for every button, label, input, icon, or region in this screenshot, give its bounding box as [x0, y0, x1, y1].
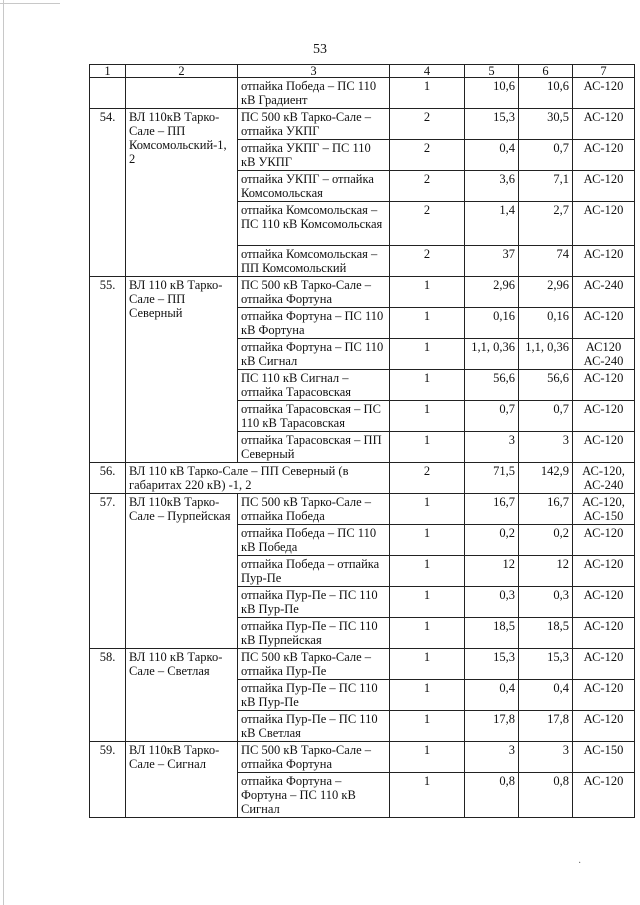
row-number: 55. — [90, 277, 126, 463]
route-length: 0,4 — [465, 140, 519, 171]
table-header — [90, 65, 635, 78]
circuit-length: 0,3 — [519, 587, 573, 618]
wire-brand: АС-240 — [573, 277, 635, 308]
circuit-count: 2 — [390, 463, 465, 494]
header-col-2: 2 — [126, 65, 238, 78]
section-name: отпайка Победа – ПС 110 кВ Градиент — [238, 78, 390, 109]
circuit-length: 1,1, 0,36 — [519, 339, 573, 370]
line-name: ВЛ 110кВ Тарко-Сале – ПП Комсомольский-1, 2 — [126, 109, 238, 277]
table-row — [90, 78, 635, 109]
circuit-length: 16,7 — [519, 494, 573, 525]
circuit-count: 1 — [390, 773, 465, 818]
circuit-count: 1 — [390, 742, 465, 773]
route-length: 2,96 — [465, 277, 519, 308]
circuit-count: 2 — [390, 140, 465, 171]
wire-brand: АС-120, АС-150 — [573, 494, 635, 525]
row-number: 54. — [90, 109, 126, 277]
route-length: 0,4 — [465, 680, 519, 711]
line-name: ВЛ 110 кВ Тарко-Сале – ПП Северный (в габаритах 220 кВ) -1, 2 — [126, 463, 390, 494]
circuit-length: 56,6 — [519, 370, 573, 401]
route-length: 0,16 — [465, 308, 519, 339]
header-col-7: 7 — [573, 65, 635, 78]
line-name — [126, 78, 238, 109]
scan-top-line — [0, 3, 60, 4]
route-length: 3,6 — [465, 171, 519, 202]
circuit-length: 142,9 — [519, 463, 573, 494]
wire-brand: АС-120 — [573, 140, 635, 171]
section-name: ПС 500 кВ Тарко-Сале – отпайка Пур-Пе — [238, 649, 390, 680]
section-name: отпайка Пур-Пе – ПС 110 кВ Светлая — [238, 711, 390, 742]
route-length: 71,5 — [465, 463, 519, 494]
scan-margin-line — [3, 0, 4, 905]
route-length: 15,3 — [465, 649, 519, 680]
table-row — [90, 277, 635, 308]
scan-speck: · — [578, 858, 582, 869]
wire-brand: АС-120 — [573, 773, 635, 818]
table-row — [90, 463, 635, 494]
route-length: 56,6 — [465, 370, 519, 401]
wire-brand: АС-120 — [573, 78, 635, 109]
wire-brand: АС-120 — [573, 308, 635, 339]
line-name: ВЛ 110 кВ Тарко-Сале – ПП Северный — [126, 277, 238, 463]
route-length: 17,8 — [465, 711, 519, 742]
route-length: 18,5 — [465, 618, 519, 649]
route-length: 37 — [465, 246, 519, 277]
circuit-length: 2,7 — [519, 202, 573, 246]
route-length: 3 — [465, 432, 519, 463]
wire-brand: АС-120 — [573, 556, 635, 587]
header-col-5: 5 — [465, 65, 519, 78]
line-name: ВЛ 110кВ Тарко-Сале – Сигнал — [126, 742, 238, 818]
circuit-count: 2 — [390, 202, 465, 246]
header-col-4: 4 — [390, 65, 465, 78]
wire-brand: АС-120 — [573, 401, 635, 432]
section-name: отпайка УКПГ – ПС 110 кВ УКПГ — [238, 140, 390, 171]
wire-brand: АС-120 — [573, 618, 635, 649]
circuit-count: 1 — [390, 432, 465, 463]
circuit-count: 1 — [390, 277, 465, 308]
circuit-length: 74 — [519, 246, 573, 277]
section-name: ПС 500 кВ Тарко-Сале – отпайка УКПГ — [238, 109, 390, 140]
line-name: ВЛ 110 кВ Тарко-Сале – Светлая — [126, 649, 238, 742]
route-length: 1,1, 0,36 — [465, 339, 519, 370]
route-length: 15,3 — [465, 109, 519, 140]
section-name: отпайка Тарасовская – ПП Северный — [238, 432, 390, 463]
circuit-length: 3 — [519, 432, 573, 463]
wire-brand: АС-150 — [573, 742, 635, 773]
header-row — [90, 65, 635, 78]
circuit-count: 1 — [390, 308, 465, 339]
row-number: 59. — [90, 742, 126, 818]
circuit-length: 10,6 — [519, 78, 573, 109]
row-number: 58. — [90, 649, 126, 742]
section-name: ПС 500 кВ Тарко-Сале – отпайка Победа — [238, 494, 390, 525]
table-row — [90, 649, 635, 680]
wire-brand: АС-120 — [573, 680, 635, 711]
row-number: 56. — [90, 463, 126, 494]
circuit-count: 2 — [390, 171, 465, 202]
circuit-count: 1 — [390, 494, 465, 525]
circuit-count: 1 — [390, 401, 465, 432]
line-name: ВЛ 110кВ Тарко-Сале – Пурпейская — [126, 494, 238, 649]
circuit-count: 1 — [390, 78, 465, 109]
section-name: отпайка Фортуна – Фортуна – ПС 110 кВ Сигнал — [238, 773, 390, 818]
header-col-1: 1 — [90, 65, 126, 78]
route-length: 0,8 — [465, 773, 519, 818]
section-name: отпайка Тарасовская – ПС 110 кВ Тарасовская — [238, 401, 390, 432]
circuit-length: 17,8 — [519, 711, 573, 742]
wire-brand: АС-120 — [573, 711, 635, 742]
wire-brand: АС-120 — [573, 171, 635, 202]
circuit-length: 7,1 — [519, 171, 573, 202]
table-body — [90, 78, 635, 818]
circuit-count: 1 — [390, 556, 465, 587]
wire-brand: АС-120, АС-240 — [573, 463, 635, 494]
section-name: ПС 500 кВ Тарко-Сале – отпайка Фортуна — [238, 277, 390, 308]
row-number: 57. — [90, 494, 126, 649]
circuit-length: 0,7 — [519, 401, 573, 432]
section-name: ПС 500 кВ Тарко-Сале – отпайка Фортуна — [238, 742, 390, 773]
wire-brand: АС-120 — [573, 109, 635, 140]
row-number — [90, 78, 126, 109]
circuit-length: 3 — [519, 742, 573, 773]
route-length: 12 — [465, 556, 519, 587]
wire-brand: АС-120 — [573, 370, 635, 401]
power-lines-table — [89, 64, 635, 818]
circuit-length: 0,16 — [519, 308, 573, 339]
circuit-count: 1 — [390, 711, 465, 742]
table-row — [90, 109, 635, 140]
section-name: отпайка УКПГ – отпайка Комсомольская — [238, 171, 390, 202]
circuit-count: 1 — [390, 525, 465, 556]
circuit-count: 1 — [390, 618, 465, 649]
route-length: 3 — [465, 742, 519, 773]
section-name: отпайка Фортуна – ПС 110 кВ Фортуна — [238, 308, 390, 339]
circuit-length: 12 — [519, 556, 573, 587]
circuit-count: 1 — [390, 339, 465, 370]
route-length: 1,4 — [465, 202, 519, 246]
circuit-count: 1 — [390, 370, 465, 401]
circuit-length: 2,96 — [519, 277, 573, 308]
wire-brand: АС-120 — [573, 202, 635, 246]
wire-brand: АС-120 — [573, 246, 635, 277]
circuit-count: 1 — [390, 680, 465, 711]
circuit-length: 30,5 — [519, 109, 573, 140]
section-name: отпайка Комсомольская – ПС 110 кВ Комсомольская — [238, 202, 390, 246]
page-number: 53 — [313, 42, 327, 57]
section-name: отпайка Комсомольская – ПП Комсомольский — [238, 246, 390, 277]
wire-brand: АС-120 — [573, 587, 635, 618]
circuit-length: 0,2 — [519, 525, 573, 556]
wire-brand: АС120 АС-240 — [573, 339, 635, 370]
table-row — [90, 494, 635, 525]
route-length: 0,3 — [465, 587, 519, 618]
section-name: отпайка Пур-Пе – ПС 110 кВ Пур-Пе — [238, 680, 390, 711]
wire-brand: АС-120 — [573, 432, 635, 463]
route-length: 10,6 — [465, 78, 519, 109]
section-name: отпайка Пур-Пе – ПС 110 кВ Пурпейская — [238, 618, 390, 649]
header-col-6: 6 — [519, 65, 573, 78]
route-length: 0,2 — [465, 525, 519, 556]
circuit-length: 0,8 — [519, 773, 573, 818]
circuit-length: 18,5 — [519, 618, 573, 649]
wire-brand: АС-120 — [573, 525, 635, 556]
circuit-count: 1 — [390, 649, 465, 680]
circuit-length: 0,4 — [519, 680, 573, 711]
circuit-count: 2 — [390, 246, 465, 277]
circuit-count: 1 — [390, 587, 465, 618]
section-name: ПС 110 кВ Сигнал – отпайка Тарасовская — [238, 370, 390, 401]
circuit-length: 0,7 — [519, 140, 573, 171]
section-name: отпайка Пур-Пе – ПС 110 кВ Пур-Пе — [238, 587, 390, 618]
route-length: 0,7 — [465, 401, 519, 432]
section-name: отпайка Победа – отпайка Пур-Пе — [238, 556, 390, 587]
table-row — [90, 742, 635, 773]
wire-brand: АС-120 — [573, 649, 635, 680]
section-name: отпайка Победа – ПС 110 кВ Победа — [238, 525, 390, 556]
circuit-count: 2 — [390, 109, 465, 140]
section-name: отпайка Фортуна – ПС 110 кВ Сигнал — [238, 339, 390, 370]
route-length: 16,7 — [465, 494, 519, 525]
header-col-3: 3 — [238, 65, 390, 78]
circuit-length: 15,3 — [519, 649, 573, 680]
